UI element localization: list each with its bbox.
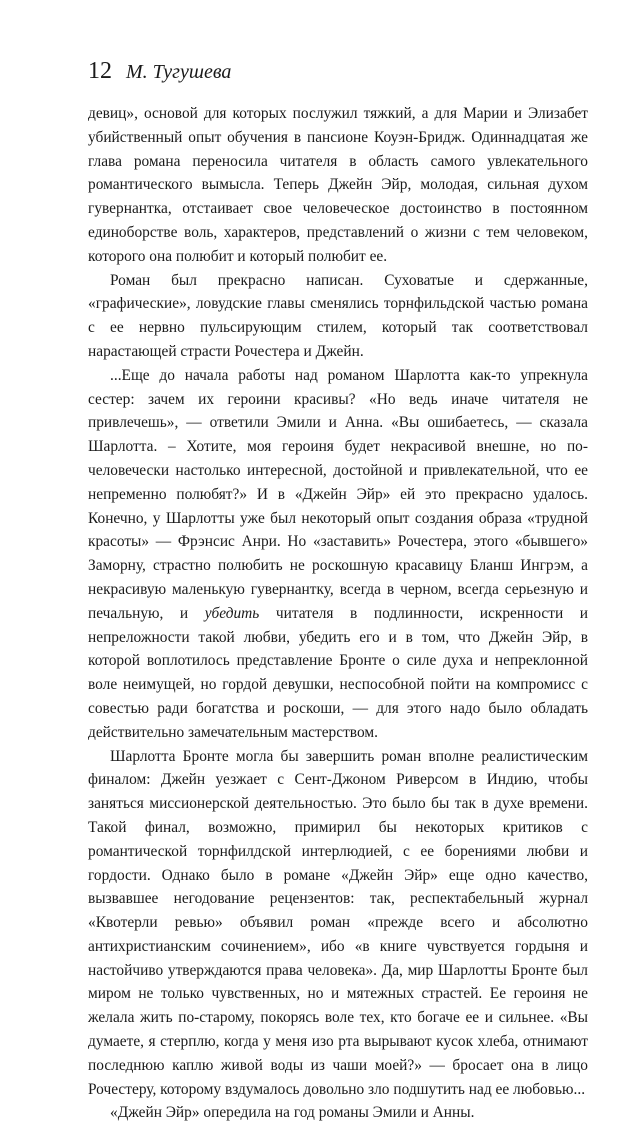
paragraph-5: «Джейн Эйр» опередила на год романы Эмили и Анны.: [110, 1104, 475, 1122]
paragraph-3-text-before: ...Еще до начала работы над романом Шарлотта как-то упрекнула сестер: зачем их героини красивы? «Но ведь иначе читателя не привлечешь», — ответили Эмили и Анна. «Вы ошибаетесь, — сказала Шарлотта. – Хотите, моя героиня будет некрасивой внешне, но по-человечески настолько интересной, достойной и привлекательной, что ее непременно полюбят?» И в «Джейн Эйр» ей это прекрасно удалось. Конечно, у Шарлотты уже был некоторый опыт создания образа «трудной красоты» — Фрэнсис Анри. Но «заставить» Рочестера, этого «бывшего» Заморну, страстно полюбить не роскошную красавицу Бланш Ингрэм, а некрасивую маленькую гувернантку, всегда в черном, всегда серьезную и печальную, и: [88, 366, 588, 622]
running-head-author: М. Тугушева: [126, 61, 232, 83]
paragraph-4: Шарлотта Бронте могла бы завершить роман вполне реалистическим финалом: Джейн уезжает с Сент-Джоном Риверсом в Индию, чтобы заняться миссионерской деятельностью. Это было бы так в духе времени. Такой финал, возможно, примирил бы некоторых критиков с романтической торнфилдской интерлюдией, с ее борениями любви и гордости. Однако было в романе «Джейн Эйр» еще одно качество, вызвавшее негодование рецензентов: так, респектабельный журнал «Квотерли ревью» объявил роман «прежде всего и абсолютно антихристианским сочинением», ибо «в книге чувствуется гордыня и настойчиво утверждаются права человека». Да, мир Шарлотты Бронте был миром не только чувственных, но и мятежных страстей. Ее героиня не желала жить по-старому, покорясь воле тех, кто богаче ее и сильнее. «Вы думаете, я стерплю, когда у меня изо рта вырывают кусок хлеба, отнимают последнюю каплю живой воды из чаши моей?» — бросает она в лицо Рочестеру, которому вздумалось довольно зло подшутить над ее любовью...: [88, 747, 588, 1098]
paragraph-1: девиц», основой для которых послужил тяжкий, а для Марии и Элизабет убийственный опыт обучения в пансионе Коуэн-Бридж. Одиннадцатая же глава романа переносила читателя в область самого увлекательного романтического вымысла. Теперь Джейн Эйр, молодая, сильная духом гувернантка, отстаивает свое человеческое достоинство в постоянном единоборстве воль, характеров, представлений о жизни с тем человеком, которого она полюбит и который полюбит ее.: [88, 105, 588, 265]
paragraph-2: Роман был прекрасно написан. Суховатые и сдержанные, «графические», ловудские главы сменялись торнфильдской частью романа с ее нервно пульсирующим стилем, который так соответствовал нарастающей страсти Рочестера и Джейн.: [88, 271, 588, 360]
body-text: [88, 102, 588, 1125]
paragraph-3-text-after: читателя в подлинности, искренности и непреложности такой любви, убедить его и в том, что Джейн Эйр, в которой воплотилось представление Бронте о силе духа и непреклонной воле неимущей, но гордой девушки, неспособной пойти на компромисс с совестью ради богатства и роскоши, — для этого надо было обладать действительно замечательным мастерством.: [88, 604, 588, 741]
paragraph-3-emphasis: убедить: [204, 604, 260, 622]
paragraph-3: [88, 364, 588, 745]
book-page: [88, 58, 588, 1125]
page-header: [88, 58, 588, 92]
page-number: 12: [88, 58, 112, 84]
